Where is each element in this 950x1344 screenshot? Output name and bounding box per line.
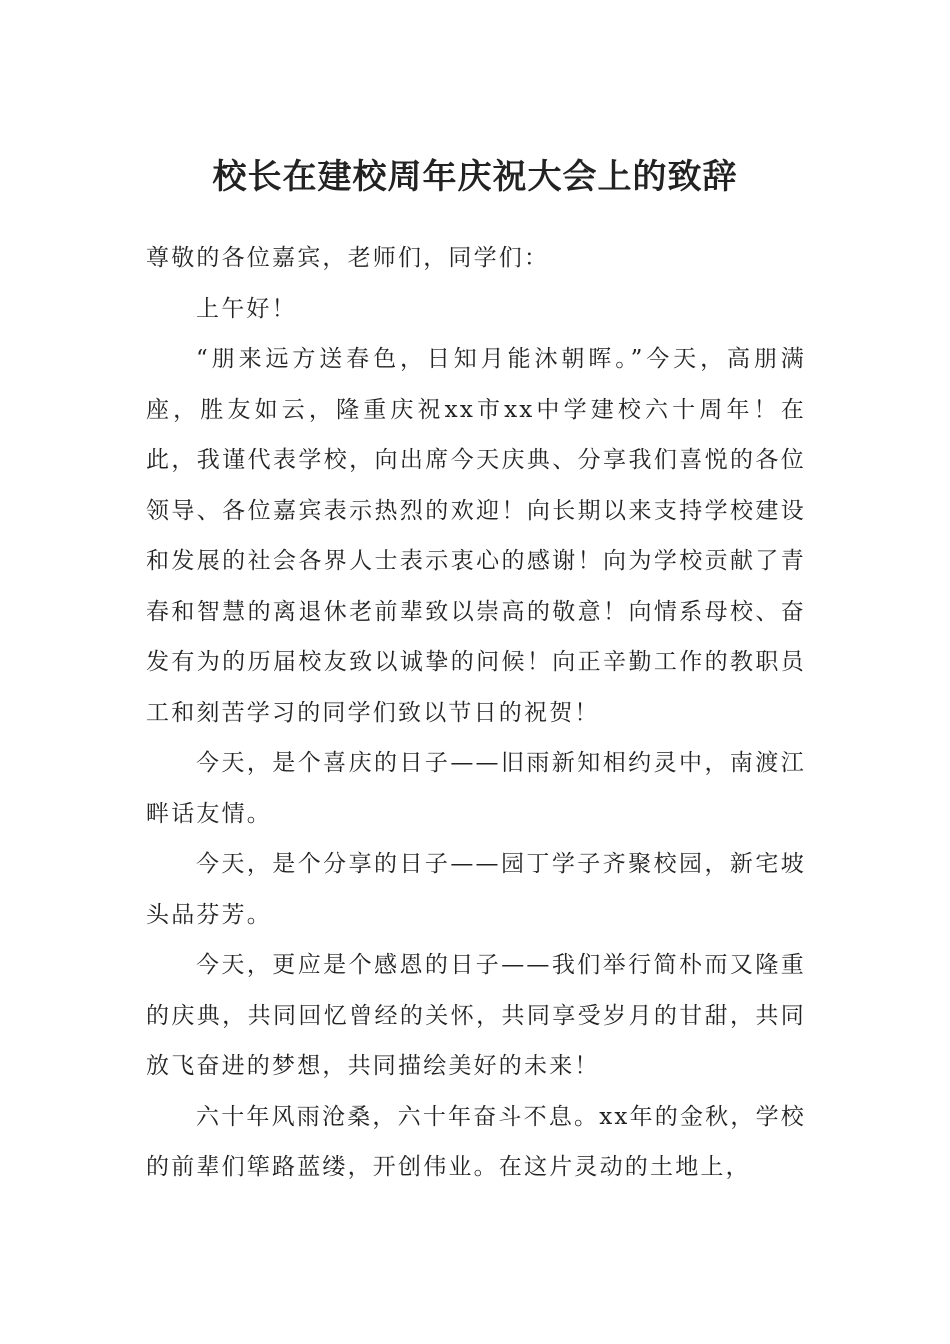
paragraph: 上午好！ [196, 295, 297, 322]
paragraph: “朋来远方送春色，日知月能沐朝晖。”今天，高朋满座，胜友如云，隆重庆祝xx市xx中学建校六十周年！在此，我谨代表学校，向出席今天庆典、分享我们喜悦的各位领导、各位嘉宾表示热烈的欢迎！向长期以来支持学校建设和发展的社会各界人士表示衷心的感谢！向为学校贡献了青春和智慧的离退休老前辈致以崇高的敬意！向情系母校、奋发有为的历届校友致以诚挚的问候！向正辛勤工作的教职员工和刻苦学习的同学们致以节日的祝贺！ [146, 346, 806, 726]
salutation: 尊敬的各位嘉宾，老师们，同学们： [146, 245, 550, 271]
document-body [146, 233, 806, 1193]
paragraph: 今天，是个喜庆的日子——旧雨新知相约灵中，南渡江畔话友情。 [146, 750, 806, 827]
paragraph: 六十年风雨沧桑，六十年奋斗不息。xx年的金秋，学校的前辈们筚路蓝缕，开创伟业。在这片灵动的土地上， [146, 1103, 806, 1180]
paragraph: 今天，更应是个感恩的日子——我们举行简朴而又隆重的庆典，共同回忆曾经的关怀，共同享受岁月的甘甜，共同放飞奋进的梦想，共同描绘美好的未来！ [146, 952, 806, 1079]
paragraph: 今天，是个分享的日子——园丁学子齐聚校园，新宅坡头品芬芳。 [146, 851, 806, 928]
document-title: 校长在建校周年庆祝大会上的致辞 [212, 157, 738, 197]
